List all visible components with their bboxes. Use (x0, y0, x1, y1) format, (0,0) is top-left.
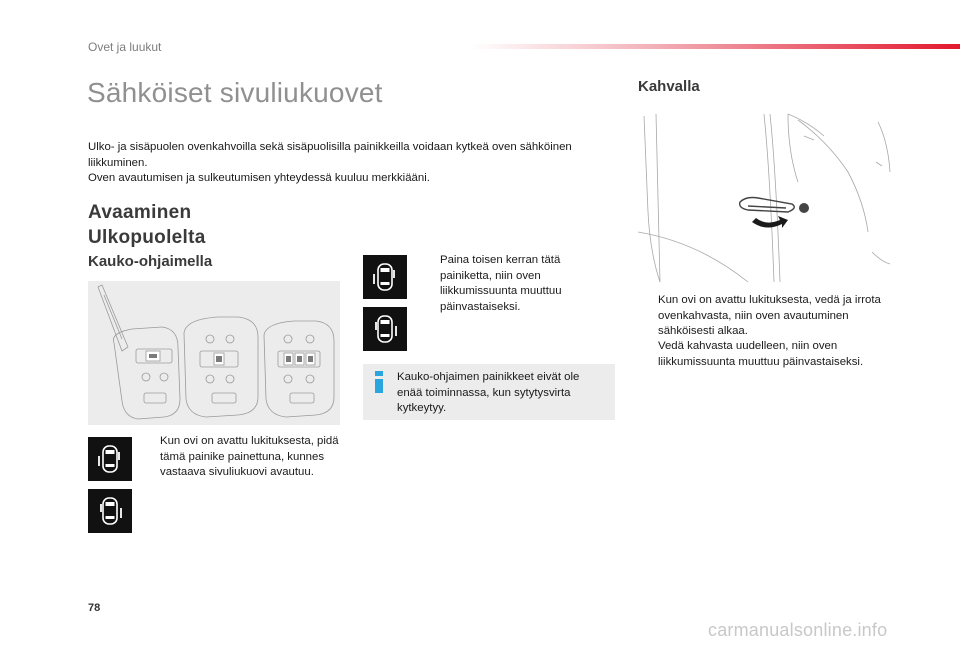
intro-line-1: Ulko- ja sisäpuolen ovenkahvoilla sekä sisäpuolisilla painikkeilla voidaan kytkeä oven sähköinen liikkuminen. (88, 141, 572, 169)
opening-heading (88, 200, 206, 250)
bullet-hold-text: Kun ovi on avattu lukituksesta, pidä tämä painike painettuna, kunnes vastaava sivuliukuovi avautuu. (160, 435, 339, 478)
info-note-text: Kauko-ohjaimen painikkeet eivät ole enää toiminnassa, kun sytytysvirta kytkeytyy. (397, 371, 580, 414)
intro-text (88, 140, 608, 187)
info-note (363, 364, 615, 420)
page-number: 78 (88, 602, 101, 614)
remote-keys-illustration (88, 281, 340, 425)
bullet-handle-1 (638, 293, 898, 340)
door-handle-illustration (638, 112, 892, 284)
bullet-handle-1-text: Kun ovi on avattu lukituksesta, vedä ja irrota ovenkahvasta, niin oven avautuminen sähköisesti alkaa. (658, 294, 881, 337)
bullet-handle-2-text: Vedä kahvasta uudelleen, niin oven liikkumissuunta muuttuu päinvastaiseksi. (658, 340, 864, 368)
opening-heading-line-2: Ulkopuolelta (88, 227, 206, 248)
intro-line-2: Oven avautumisen ja sulkeutumisen yhteydessä kuuluu merkkiääni. (88, 172, 430, 184)
bullet-press-again (420, 253, 580, 315)
remote-heading: Kauko-ohjaimella (88, 253, 213, 270)
sliding-door-right-icon (363, 307, 407, 351)
header-accent-bar (470, 44, 960, 49)
info-icon (373, 371, 385, 393)
bullet-handle-2 (638, 339, 898, 370)
watermark: carmanualsonline.info (708, 620, 888, 640)
handle-heading: Kahvalla (638, 78, 700, 95)
bullet-press-again-text: Paina toisen kerran tätä painiketta, niin oven liikkumissuunta muuttuu päinvastaiseksi. (440, 254, 562, 313)
door-handle-drawing (638, 112, 892, 284)
remote-keys-drawing (88, 281, 340, 425)
sliding-door-left-icon (88, 437, 132, 481)
page-title: Sähköiset sivuliukuovet (87, 77, 383, 108)
sliding-door-left-icon (363, 255, 407, 299)
section-title: Ovet ja luukut (88, 40, 162, 54)
bullet-hold-button (140, 434, 340, 481)
sliding-door-right-icon (88, 489, 132, 533)
opening-heading-line-1: Avaaminen (88, 202, 192, 223)
